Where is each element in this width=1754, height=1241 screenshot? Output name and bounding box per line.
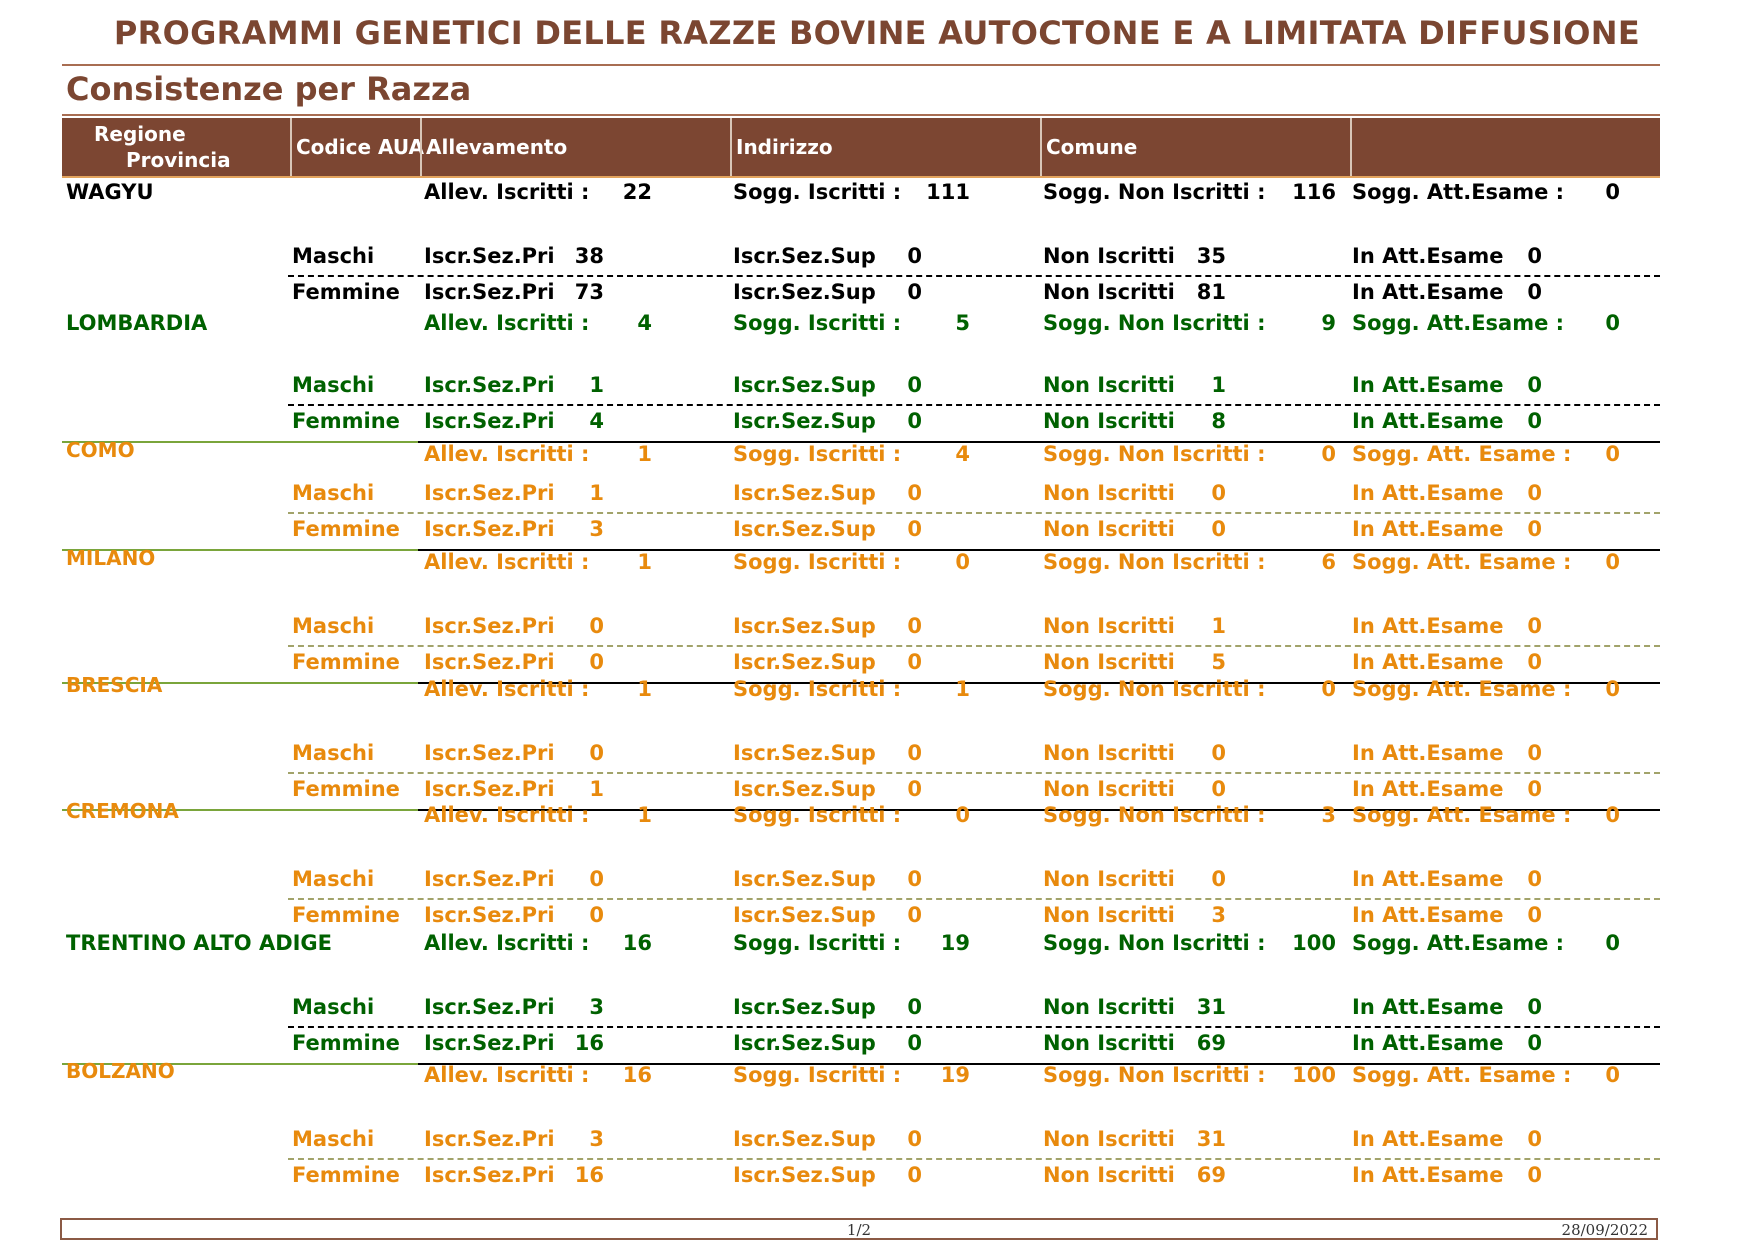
non-iscritti-value: 31: [1196, 1127, 1226, 1151]
iscr-sez-sup-value: 0: [907, 1127, 922, 1151]
maschi-label: Maschi: [292, 614, 375, 638]
sogg-iscritti-label: Sogg. Iscritti :: [733, 1063, 902, 1087]
header-allevamento: Allevamento: [420, 118, 730, 176]
non-iscritti-label: Non Iscritti: [1043, 1163, 1175, 1187]
allev-iscritti-value: 16: [622, 931, 652, 955]
in-att-esame-value: 0: [1527, 280, 1542, 304]
sogg-non-iscritti-value: 6: [1321, 550, 1336, 574]
non-iscritti-label: Non Iscritti: [1043, 1031, 1175, 1055]
row-divider-dashed: [288, 1026, 1660, 1028]
iscr-sez-sup-label: Iscr.Sez.Sup: [733, 777, 876, 801]
sogg-non-iscritti-label: Sogg. Non Iscritti :: [1043, 550, 1266, 574]
sogg-iscritti-value: 1: [955, 677, 970, 701]
in-att-esame-label: In Att.Esame: [1352, 1031, 1504, 1055]
section-divider: [62, 114, 1660, 116]
iscr-sez-pri-label: Iscr.Sez.Pri: [424, 867, 555, 891]
iscr-sez-sup-value: 0: [907, 373, 922, 397]
sogg-att-esame-label: Sogg. Att. Esame :: [1352, 442, 1572, 466]
iscr-sez-sup-label: Iscr.Sez.Sup: [733, 409, 876, 433]
non-iscritti-value: 0: [1211, 517, 1226, 541]
in-att-esame-value: 0: [1527, 741, 1542, 765]
header-extra: [1350, 118, 1660, 176]
in-att-esame-label: In Att.Esame: [1352, 741, 1504, 765]
sogg-iscritti-label: Sogg. Iscritti :: [733, 931, 902, 955]
femmine-label: Femmine: [292, 1031, 400, 1055]
group-name: LOMBARDIA: [66, 311, 208, 335]
iscr-sez-pri-label: Iscr.Sez.Pri: [424, 244, 555, 268]
sogg-att-esame-label: Sogg. Att. Esame :: [1352, 803, 1572, 827]
non-iscritti-value: 8: [1211, 409, 1226, 433]
iscr-sez-sup-value: 0: [907, 1031, 922, 1055]
in-att-esame-value: 0: [1527, 1163, 1542, 1187]
iscr-sez-sup-value: 0: [907, 777, 922, 801]
sogg-non-iscritti-label: Sogg. Non Iscritti :: [1043, 931, 1266, 955]
non-iscritti-label: Non Iscritti: [1043, 373, 1175, 397]
non-iscritti-label: Non Iscritti: [1043, 1127, 1175, 1151]
in-att-esame-value: 0: [1527, 614, 1542, 638]
iscr-sez-sup-value: 0: [907, 280, 922, 304]
non-iscritti-label: Non Iscritti: [1043, 614, 1175, 638]
non-iscritti-value: 0: [1211, 741, 1226, 765]
iscr-sez-pri-label: Iscr.Sez.Pri: [424, 777, 555, 801]
femmine-label: Femmine: [292, 1163, 400, 1187]
iscr-sez-sup-value: 0: [907, 517, 922, 541]
iscr-sez-sup-value: 0: [907, 741, 922, 765]
maschi-label: Maschi: [292, 481, 375, 505]
header-indirizzo: Indirizzo: [730, 118, 1040, 176]
group-name: BRESCIA: [66, 673, 163, 697]
sogg-non-iscritti-label: Sogg. Non Iscritti :: [1043, 180, 1266, 204]
non-iscritti-label: Non Iscritti: [1043, 280, 1175, 304]
allev-iscritti-label: Allev. Iscritti :: [424, 180, 590, 204]
femmine-label: Femmine: [292, 777, 400, 801]
sogg-iscritti-value: 111: [926, 180, 970, 204]
sogg-iscritti-label: Sogg. Iscritti :: [733, 803, 902, 827]
sogg-iscritti-label: Sogg. Iscritti :: [733, 677, 902, 701]
femmine-label: Femmine: [292, 517, 400, 541]
non-iscritti-value: 0: [1211, 481, 1226, 505]
in-att-esame-label: In Att.Esame: [1352, 1163, 1504, 1187]
in-att-esame-label: In Att.Esame: [1352, 409, 1504, 433]
sogg-att-esame-label: Sogg. Att.Esame :: [1352, 311, 1565, 335]
iscr-sez-pri-label: Iscr.Sez.Pri: [424, 481, 555, 505]
row-divider-dashed: [288, 645, 1660, 647]
iscr-sez-sup-label: Iscr.Sez.Sup: [733, 517, 876, 541]
iscr-sez-pri-value: 0: [589, 903, 604, 927]
iscr-sez-pri-label: Iscr.Sez.Pri: [424, 903, 555, 927]
row-divider-dashed: [288, 772, 1660, 774]
header-regione-provincia: [62, 118, 290, 176]
non-iscritti-value: 1: [1211, 373, 1226, 397]
iscr-sez-sup-value: 0: [907, 867, 922, 891]
iscr-sez-pri-value: 1: [589, 481, 604, 505]
non-iscritti-value: 31: [1196, 995, 1226, 1019]
iscr-sez-pri-value: 4: [589, 409, 604, 433]
group-name: WAGYU: [66, 180, 154, 204]
row-divider-dashed: [288, 512, 1660, 514]
femmine-label: Femmine: [292, 903, 400, 927]
non-iscritti-label: Non Iscritti: [1043, 741, 1175, 765]
iscr-sez-pri-value: 0: [589, 741, 604, 765]
iscr-sez-sup-value: 0: [907, 1163, 922, 1187]
iscr-sez-sup-label: Iscr.Sez.Sup: [733, 995, 876, 1019]
in-att-esame-label: In Att.Esame: [1352, 1127, 1504, 1151]
sogg-non-iscritti-label: Sogg. Non Iscritti :: [1043, 1063, 1266, 1087]
iscr-sez-sup-label: Iscr.Sez.Sup: [733, 280, 876, 304]
in-att-esame-label: In Att.Esame: [1352, 244, 1504, 268]
iscr-sez-sup-label: Iscr.Sez.Sup: [733, 614, 876, 638]
sogg-iscritti-value: 4: [955, 442, 970, 466]
iscr-sez-sup-label: Iscr.Sez.Sup: [733, 1127, 876, 1151]
non-iscritti-value: 3: [1211, 903, 1226, 927]
group-name: CREMONA: [66, 799, 179, 823]
iscr-sez-pri-label: Iscr.Sez.Pri: [424, 1127, 555, 1151]
in-att-esame-value: 0: [1527, 1127, 1542, 1151]
iscr-sez-pri-value: 73: [574, 280, 604, 304]
non-iscritti-label: Non Iscritti: [1043, 995, 1175, 1019]
iscr-sez-sup-value: 0: [907, 614, 922, 638]
iscr-sez-pri-value: 1: [589, 777, 604, 801]
sogg-att-esame-value: 0: [1605, 442, 1620, 466]
in-att-esame-label: In Att.Esame: [1352, 614, 1504, 638]
femmine-label: Femmine: [292, 280, 400, 304]
non-iscritti-label: Non Iscritti: [1043, 244, 1175, 268]
non-iscritti-value: 69: [1196, 1031, 1226, 1055]
iscr-sez-pri-value: 16: [574, 1031, 604, 1055]
header-provincia: Provincia: [126, 148, 231, 172]
group-name: TRENTINO ALTO ADIGE: [66, 931, 333, 955]
sogg-att-esame-value: 0: [1605, 180, 1620, 204]
iscr-sez-pri-label: Iscr.Sez.Pri: [424, 409, 555, 433]
iscr-sez-pri-label: Iscr.Sez.Pri: [424, 373, 555, 397]
sogg-att-esame-value: 0: [1605, 931, 1620, 955]
sogg-att-esame-label: Sogg. Att.Esame :: [1352, 180, 1565, 204]
femmine-label: Femmine: [292, 650, 400, 674]
in-att-esame-label: In Att.Esame: [1352, 517, 1504, 541]
sogg-att-esame-value: 0: [1605, 311, 1620, 335]
table-header: [62, 118, 1660, 178]
in-att-esame-value: 0: [1527, 867, 1542, 891]
header-codice-aua: Codice AUA: [290, 118, 420, 176]
sogg-iscritti-value: 0: [955, 803, 970, 827]
sogg-att-esame-value: 0: [1605, 803, 1620, 827]
in-att-esame-value: 0: [1527, 903, 1542, 927]
allev-iscritti-value: 4: [637, 311, 652, 335]
iscr-sez-sup-value: 0: [907, 244, 922, 268]
sogg-att-esame-label: Sogg. Att. Esame :: [1352, 677, 1572, 701]
iscr-sez-sup-label: Iscr.Sez.Sup: [733, 903, 876, 927]
row-divider-dashed: [288, 1158, 1660, 1160]
sogg-non-iscritti-label: Sogg. Non Iscritti :: [1043, 442, 1266, 466]
non-iscritti-label: Non Iscritti: [1043, 867, 1175, 891]
header-regione: Regione: [94, 122, 186, 146]
iscr-sez-sup-label: Iscr.Sez.Sup: [733, 1163, 876, 1187]
iscr-sez-sup-value: 0: [907, 995, 922, 1019]
in-att-esame-value: 0: [1527, 1031, 1542, 1055]
in-att-esame-value: 0: [1527, 650, 1542, 674]
group-name: BOLZANO: [66, 1059, 175, 1083]
iscr-sez-sup-label: Iscr.Sez.Sup: [733, 650, 876, 674]
sogg-iscritti-value: 19: [940, 1063, 970, 1087]
title-divider: [62, 64, 1660, 66]
allev-iscritti-label: Allev. Iscritti :: [424, 1063, 590, 1087]
iscr-sez-sup-label: Iscr.Sez.Sup: [733, 741, 876, 765]
page-footer: [60, 1218, 1658, 1240]
iscr-sez-pri-label: Iscr.Sez.Pri: [424, 741, 555, 765]
in-att-esame-value: 0: [1527, 481, 1542, 505]
allev-iscritti-value: 16: [622, 1063, 652, 1087]
iscr-sez-pri-label: Iscr.Sez.Pri: [424, 1163, 555, 1187]
allev-iscritti-value: 1: [637, 677, 652, 701]
non-iscritti-value: 1: [1211, 614, 1226, 638]
maschi-label: Maschi: [292, 741, 375, 765]
sogg-iscritti-label: Sogg. Iscritti :: [733, 311, 902, 335]
non-iscritti-value: 69: [1196, 1163, 1226, 1187]
sogg-att-esame-label: Sogg. Att.Esame :: [1352, 931, 1565, 955]
sogg-iscritti-value: 5: [955, 311, 970, 335]
in-att-esame-label: In Att.Esame: [1352, 777, 1504, 801]
sogg-iscritti-value: 19: [940, 931, 970, 955]
sogg-non-iscritti-value: 3: [1321, 803, 1336, 827]
document-title: PROGRAMMI GENETICI DELLE RAZZE BOVINE AUTOCTONE E A LIMITATA DIFFUSIONE: [113, 14, 1641, 52]
maschi-label: Maschi: [292, 244, 375, 268]
sogg-iscritti-label: Sogg. Iscritti :: [733, 442, 902, 466]
maschi-label: Maschi: [292, 373, 375, 397]
iscr-sez-sup-label: Iscr.Sez.Sup: [733, 1031, 876, 1055]
iscr-sez-pri-value: 1: [589, 373, 604, 397]
in-att-esame-value: 0: [1527, 409, 1542, 433]
iscr-sez-pri-label: Iscr.Sez.Pri: [424, 1031, 555, 1055]
allev-iscritti-label: Allev. Iscritti :: [424, 931, 590, 955]
allev-iscritti-label: Allev. Iscritti :: [424, 677, 590, 701]
iscr-sez-pri-value: 0: [589, 867, 604, 891]
print-date: 28/09/2022: [1561, 1221, 1648, 1239]
non-iscritti-label: Non Iscritti: [1043, 481, 1175, 505]
in-att-esame-label: In Att.Esame: [1352, 903, 1504, 927]
sogg-non-iscritti-label: Sogg. Non Iscritti :: [1043, 311, 1266, 335]
iscr-sez-sup-value: 0: [907, 481, 922, 505]
iscr-sez-pri-label: Iscr.Sez.Pri: [424, 517, 555, 541]
iscr-sez-pri-value: 0: [589, 650, 604, 674]
sogg-iscritti-value: 0: [955, 550, 970, 574]
in-att-esame-value: 0: [1527, 995, 1542, 1019]
iscr-sez-sup-label: Iscr.Sez.Sup: [733, 373, 876, 397]
maschi-label: Maschi: [292, 867, 375, 891]
non-iscritti-value: 81: [1196, 280, 1226, 304]
row-divider-dashed: [288, 404, 1660, 406]
iscr-sez-pri-value: 38: [574, 244, 604, 268]
non-iscritti-label: Non Iscritti: [1043, 903, 1175, 927]
sogg-att-esame-value: 0: [1605, 677, 1620, 701]
allev-iscritti-value: 1: [637, 550, 652, 574]
allev-iscritti-label: Allev. Iscritti :: [424, 803, 590, 827]
iscr-sez-pri-label: Iscr.Sez.Pri: [424, 650, 555, 674]
sogg-non-iscritti-value: 100: [1292, 1063, 1336, 1087]
allev-iscritti-value: 1: [637, 803, 652, 827]
non-iscritti-label: Non Iscritti: [1043, 650, 1175, 674]
iscr-sez-pri-value: 3: [589, 517, 604, 541]
sogg-non-iscritti-value: 9: [1321, 311, 1336, 335]
iscr-sez-pri-value: 16: [574, 1163, 604, 1187]
iscr-sez-pri-value: 3: [589, 1127, 604, 1151]
iscr-sez-sup-label: Iscr.Sez.Sup: [733, 867, 876, 891]
iscr-sez-sup-label: Iscr.Sez.Sup: [733, 244, 876, 268]
iscr-sez-pri-label: Iscr.Sez.Pri: [424, 995, 555, 1019]
non-iscritti-value: 0: [1211, 777, 1226, 801]
allev-iscritti-value: 22: [622, 180, 652, 204]
non-iscritti-value: 5: [1211, 650, 1226, 674]
sogg-non-iscritti-value: 0: [1321, 442, 1336, 466]
header-comune: Comune: [1040, 118, 1350, 176]
in-att-esame-value: 0: [1527, 373, 1542, 397]
allev-iscritti-label: Allev. Iscritti :: [424, 442, 590, 466]
sogg-non-iscritti-label: Sogg. Non Iscritti :: [1043, 803, 1266, 827]
non-iscritti-value: 0: [1211, 867, 1226, 891]
page-number: 1/2: [846, 1221, 872, 1239]
group-name: MILANO: [66, 546, 156, 570]
in-att-esame-value: 0: [1527, 777, 1542, 801]
maschi-label: Maschi: [292, 995, 375, 1019]
in-att-esame-label: In Att.Esame: [1352, 280, 1504, 304]
in-att-esame-label: In Att.Esame: [1352, 650, 1504, 674]
sogg-att-esame-value: 0: [1605, 1063, 1620, 1087]
maschi-label: Maschi: [292, 1127, 375, 1151]
sogg-att-esame-label: Sogg. Att. Esame :: [1352, 550, 1572, 574]
allev-iscritti-label: Allev. Iscritti :: [424, 550, 590, 574]
sogg-att-esame-label: Sogg. Att. Esame :: [1352, 1063, 1572, 1087]
row-divider-dashed: [288, 275, 1660, 277]
iscr-sez-sup-value: 0: [907, 409, 922, 433]
sogg-iscritti-label: Sogg. Iscritti :: [733, 180, 902, 204]
iscr-sez-sup-label: Iscr.Sez.Sup: [733, 481, 876, 505]
femmine-label: Femmine: [292, 409, 400, 433]
section-title: Consistenze per Razza: [66, 70, 472, 108]
iscr-sez-sup-value: 0: [907, 650, 922, 674]
sogg-non-iscritti-label: Sogg. Non Iscritti :: [1043, 677, 1266, 701]
sogg-non-iscritti-value: 100: [1292, 931, 1336, 955]
non-iscritti-value: 35: [1196, 244, 1226, 268]
iscr-sez-pri-value: 3: [589, 995, 604, 1019]
non-iscritti-label: Non Iscritti: [1043, 517, 1175, 541]
iscr-sez-sup-value: 0: [907, 903, 922, 927]
iscr-sez-pri-value: 0: [589, 614, 604, 638]
in-att-esame-label: In Att.Esame: [1352, 373, 1504, 397]
sogg-non-iscritti-value: 116: [1292, 180, 1336, 204]
sogg-non-iscritti-value: 0: [1321, 677, 1336, 701]
in-att-esame-label: In Att.Esame: [1352, 867, 1504, 891]
iscr-sez-pri-label: Iscr.Sez.Pri: [424, 280, 555, 304]
in-att-esame-value: 0: [1527, 517, 1542, 541]
row-divider-dashed: [288, 898, 1660, 900]
allev-iscritti-value: 1: [637, 442, 652, 466]
sogg-att-esame-value: 0: [1605, 550, 1620, 574]
iscr-sez-pri-label: Iscr.Sez.Pri: [424, 614, 555, 638]
in-att-esame-label: In Att.Esame: [1352, 481, 1504, 505]
group-name: COMO: [66, 438, 135, 462]
in-att-esame-value: 0: [1527, 244, 1542, 268]
sogg-iscritti-label: Sogg. Iscritti :: [733, 550, 902, 574]
non-iscritti-label: Non Iscritti: [1043, 409, 1175, 433]
non-iscritti-label: Non Iscritti: [1043, 777, 1175, 801]
in-att-esame-label: In Att.Esame: [1352, 995, 1504, 1019]
allev-iscritti-label: Allev. Iscritti :: [424, 311, 590, 335]
